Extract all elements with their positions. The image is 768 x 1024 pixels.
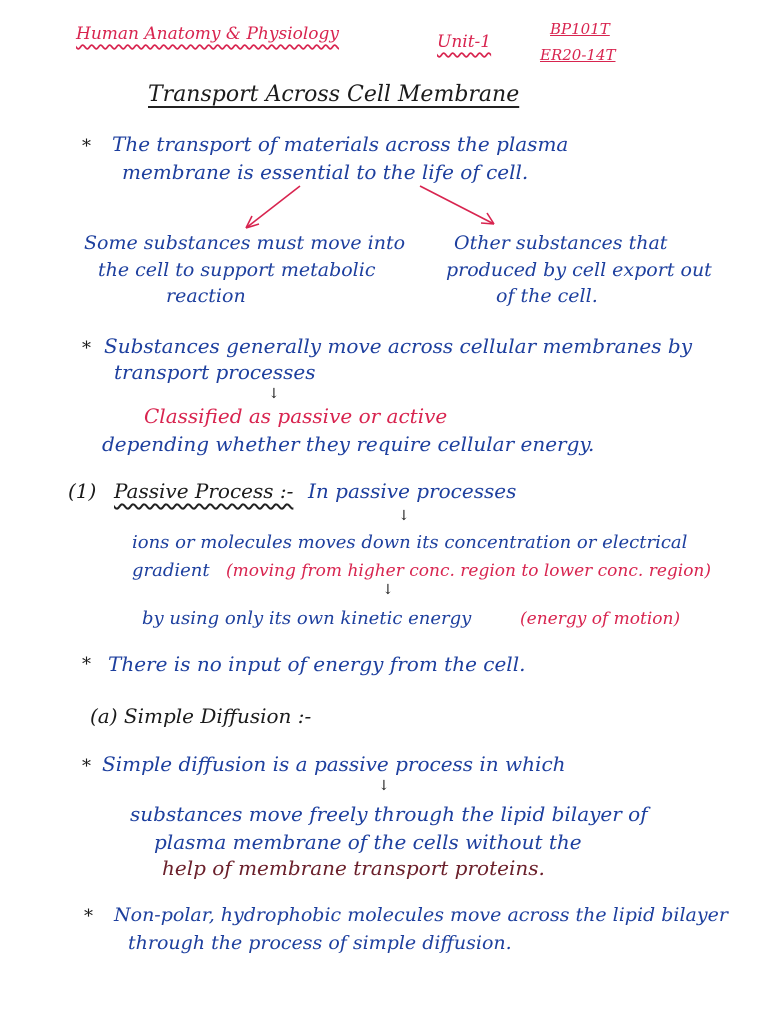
course-code-2: ER20-14T xyxy=(540,46,616,64)
intro-line-1: The transport of materials across the plasma xyxy=(112,132,569,156)
passive-process-heading: Passive Process :- xyxy=(114,479,294,503)
transport-line-2: transport processes xyxy=(114,360,316,384)
simple-line-2: substances move freely through the lipid bilayer of xyxy=(130,802,648,826)
section-number-1: (1) xyxy=(68,479,97,503)
bullet-nonpolar: * xyxy=(84,906,93,927)
down-arrow-icon: ↓ xyxy=(378,778,390,794)
down-arrow-icon: ↓ xyxy=(268,386,280,402)
simple-diffusion-heading: (a) Simple Diffusion :- xyxy=(90,704,312,728)
simple-line-3: plasma membrane of the cells without the xyxy=(154,830,582,854)
classified-text: Classified as passive or active xyxy=(144,404,448,428)
page-title: Transport Across Cell Membrane xyxy=(148,82,520,107)
subject-title: Human Anatomy & Physiology xyxy=(76,24,340,44)
unit-label: Unit-1 xyxy=(437,32,492,52)
branch-left-line-2: the cell to support metabolic xyxy=(98,259,376,281)
branch-right-line-2: produced by cell export out xyxy=(446,259,712,281)
passive-intro: In passive processes xyxy=(308,479,517,503)
bullet-simple: * xyxy=(82,756,91,777)
transport-line-1: Substances generally move across cellular membranes by xyxy=(104,334,692,358)
down-arrow-icon: ↓ xyxy=(382,582,394,598)
passive-line-2a: gradient xyxy=(132,560,210,581)
branch-left-line-1: Some substances must move into xyxy=(84,232,406,254)
no-input-text: There is no input of energy from the cell. xyxy=(108,652,526,676)
depending-text: depending whether they require cellular energy. xyxy=(102,432,595,456)
passive-line-3a: by using only its own kinetic energy xyxy=(142,608,472,629)
simple-line-4: help of membrane transport proteins. xyxy=(162,856,545,880)
intro-line-2: membrane is essential to the life of cell. xyxy=(122,160,529,184)
course-code-1: BP101T xyxy=(550,20,610,38)
branch-right-line-1: Other substances that xyxy=(454,232,668,254)
bullet-no-input: * xyxy=(82,654,91,675)
branch-right-line-3: of the cell. xyxy=(496,285,598,307)
simple-line-1: Simple diffusion is a passive process in which xyxy=(102,752,566,776)
passive-line-3b: (energy of motion) xyxy=(520,609,681,629)
nonpolar-line-1: Non-polar, hydrophobic molecules move across the lipid bilayer xyxy=(114,904,728,926)
bullet-transport: * xyxy=(82,338,91,359)
passive-line-2b: (moving from higher conc. region to lower conc. region) xyxy=(226,561,712,581)
bullet-intro: * xyxy=(82,136,91,157)
passive-line-1: ions or molecules moves down its concentration or electrical xyxy=(132,532,688,553)
nonpolar-line-2: through the process of simple diffusion. xyxy=(128,932,512,954)
down-arrow-icon: ↓ xyxy=(398,508,410,524)
branch-left-line-3: reaction xyxy=(166,285,246,307)
